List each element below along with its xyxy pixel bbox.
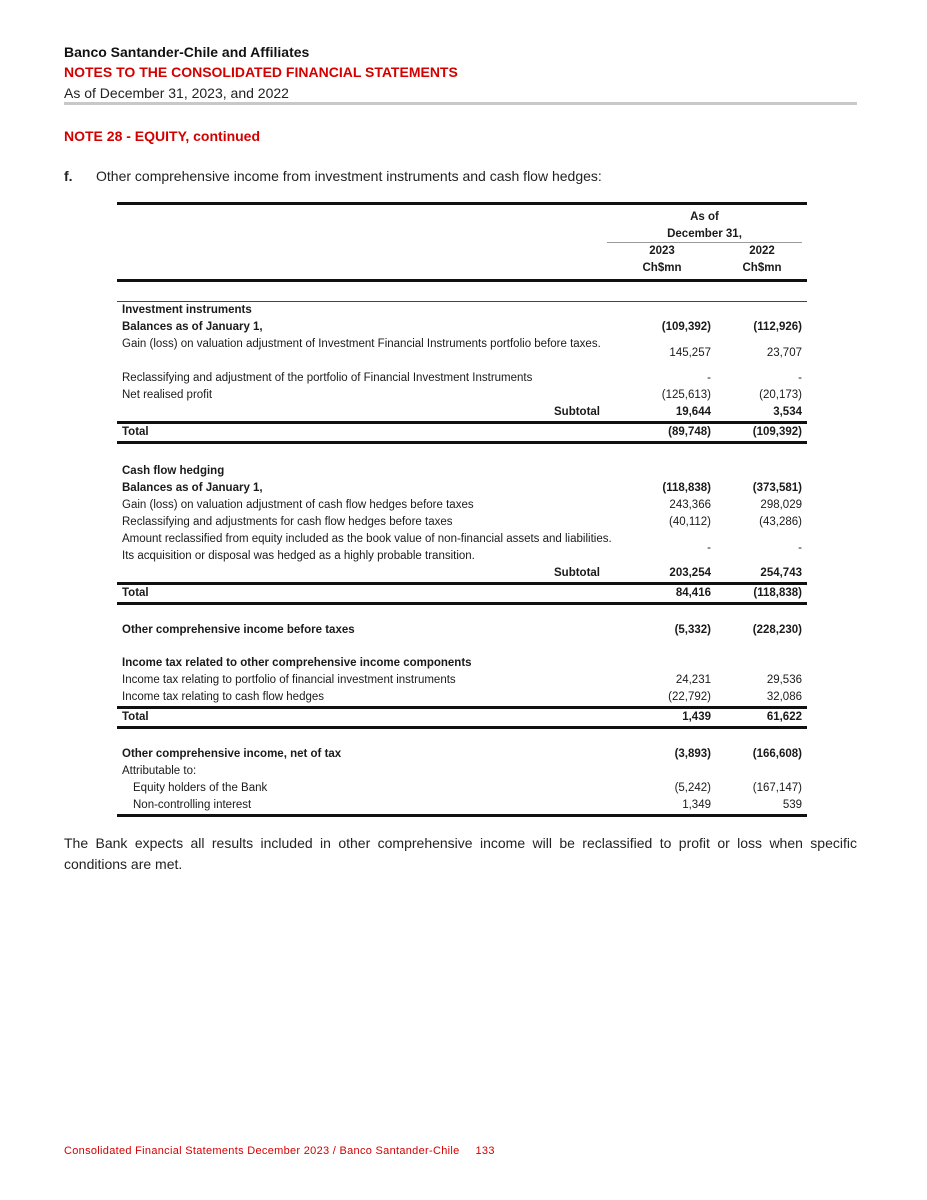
value-2022: (167,147): [752, 782, 802, 794]
section-letter: f.: [64, 168, 73, 184]
table-row: [117, 319, 807, 336]
row-label: Non-controlling interest: [133, 799, 252, 811]
value-2022: (20,173): [759, 389, 802, 401]
value-2023: -: [707, 542, 711, 554]
value-2022: (373,581): [752, 482, 802, 494]
value-2022: 254,743: [760, 567, 802, 579]
column-header: [117, 205, 807, 279]
closing-paragraph: The Bank expects all results included in other comprehensive income will be reclassified to profit or loss when specific conditions are met.: [64, 835, 857, 872]
subtotal-label: Subtotal: [554, 567, 600, 579]
page-number: 133: [475, 1145, 495, 1157]
value-2022: 539: [782, 799, 802, 811]
notes-title: NOTES TO THE CONSOLIDATED FINANCIAL STATEMENTS: [64, 64, 458, 80]
value-2023: -: [707, 372, 711, 384]
value-2022: (43,286): [759, 516, 802, 528]
row-label: Equity holders of the Bank: [133, 782, 268, 794]
section-heading: [64, 168, 602, 184]
row-label: Other comprehensive income before taxes: [122, 624, 355, 636]
value-2023: 84,416: [675, 587, 711, 599]
value-2023: (22,792): [668, 691, 711, 703]
table-row: [117, 672, 807, 689]
table-row: [117, 780, 807, 797]
value-2022: (109,392): [752, 426, 802, 438]
subtotal-row: [117, 565, 807, 582]
row-label: Income tax relating to cash flow hedges: [122, 691, 325, 703]
total-label: Total: [122, 587, 149, 599]
row-label: Other comprehensive income, net of tax: [122, 748, 342, 760]
value-2022: (118,838): [753, 587, 802, 599]
footer-text: Consolidated Financial Statements December 2023 / Banco Santander-Chile: [64, 1145, 460, 1157]
table-row: [117, 480, 807, 497]
cashflow-heading: Cash flow hedging: [122, 465, 225, 477]
value-2023: (40,112): [669, 516, 711, 528]
table-row: [117, 370, 807, 387]
value-2023: 243,366: [669, 499, 711, 511]
oci-before-taxes-row: [117, 622, 807, 639]
total-row: [117, 709, 807, 726]
value-2022: (112,926): [753, 321, 802, 333]
value-2023: 145,257: [669, 347, 711, 359]
value-2022: 298,029: [760, 499, 802, 511]
table-row: [117, 514, 807, 531]
value-2022: (166,608): [752, 748, 802, 760]
value-2023: (125,613): [661, 389, 711, 401]
value-2023: 24,231: [675, 674, 711, 686]
column-2023-header: [617, 243, 707, 277]
oci-net-row: [117, 746, 807, 763]
column-2022-unit: Ch$mn: [742, 262, 782, 274]
company-name: Banco Santander-Chile and Affiliates: [64, 44, 310, 60]
table-row: [117, 387, 807, 404]
row-label: Reclassifying and adjustments for cash flow hedges before taxes: [122, 516, 453, 528]
value-2022: -: [798, 372, 802, 384]
value-2022: 32,086: [766, 691, 802, 703]
total-row: [117, 585, 807, 602]
value-2023: (5,242): [674, 782, 711, 794]
row-label: Reclassifying and adjustment of the portfolio of Financial Investment Instruments: [122, 372, 533, 384]
oci-table: [117, 202, 807, 817]
table-bottom-rule: [117, 814, 807, 817]
column-2023-unit: Ch$mn: [642, 262, 682, 274]
value-2022: 29,536: [766, 674, 802, 686]
value-2022: 3,534: [773, 406, 802, 418]
page-footer: [64, 1145, 495, 1157]
table-row: [117, 797, 807, 814]
table-row: [117, 531, 807, 565]
value-2022: 23,707: [766, 347, 802, 359]
row-label: Income tax relating to portfolio of financial investment instruments: [122, 674, 456, 686]
value-2022: 61,622: [766, 711, 802, 723]
value-2023: (89,748): [668, 426, 711, 438]
row-label: Net realised profit: [122, 389, 213, 401]
table-row: [117, 302, 807, 319]
value-2023: 1,439: [682, 711, 711, 723]
row-label: Balances as of January 1,: [122, 482, 263, 494]
table-row: [117, 336, 807, 370]
value-2022: (228,230): [752, 624, 802, 636]
period-label: As of December 31, 2023, and 2022: [64, 85, 289, 101]
total-label: Total: [122, 711, 149, 723]
note-title: NOTE 28 - EQUITY, continued: [64, 128, 261, 144]
document-header: [64, 43, 458, 104]
value-2022: -: [798, 542, 802, 554]
table-row: [117, 497, 807, 514]
header-divider: [64, 102, 857, 105]
table-row: [117, 463, 807, 480]
as-of-label: As of: [690, 211, 719, 223]
total-row: [117, 424, 807, 441]
value-2023: (3,893): [674, 748, 711, 760]
column-2023-year: 2023: [649, 245, 675, 257]
value-2023: (109,392): [661, 321, 711, 333]
table-row: [117, 689, 807, 706]
table-row: [117, 763, 807, 780]
value-2023: (118,838): [662, 482, 711, 494]
table-row: [117, 655, 807, 672]
total-label: Total: [122, 426, 149, 438]
row-label: Gain (loss) on valuation adjustment of cash flow hedges before taxes: [122, 499, 474, 511]
value-2023: 1,349: [682, 799, 711, 811]
column-2022-header: [717, 243, 807, 277]
row-label: Amount reclassified from equity included as the book value of non-financial assets and liabilities. Its acquisition or disposal was hedged as a highly probable transition.: [122, 533, 612, 562]
section-title: Other comprehensive income from investment instruments and cash flow hedges:: [96, 168, 602, 184]
as-of-header: [607, 209, 802, 243]
investment-heading: Investment instruments: [122, 304, 252, 316]
subtotal-row: [117, 404, 807, 421]
row-label: Gain (loss) on valuation adjustment of Investment Financial Instruments portfolio before taxes.: [122, 338, 601, 350]
row-label: Balances as of January 1,: [122, 321, 263, 333]
value-2023: 203,254: [669, 567, 711, 579]
as-of-date: December 31,: [667, 228, 742, 240]
value-2023: (5,332): [674, 624, 711, 636]
subtotal-label: Subtotal: [554, 406, 600, 418]
column-2022-year: 2022: [749, 245, 775, 257]
row-label: Attributable to:: [122, 765, 197, 777]
value-2023: 19,644: [675, 406, 711, 418]
tax-heading: Income tax related to other comprehensive income components: [122, 657, 472, 669]
